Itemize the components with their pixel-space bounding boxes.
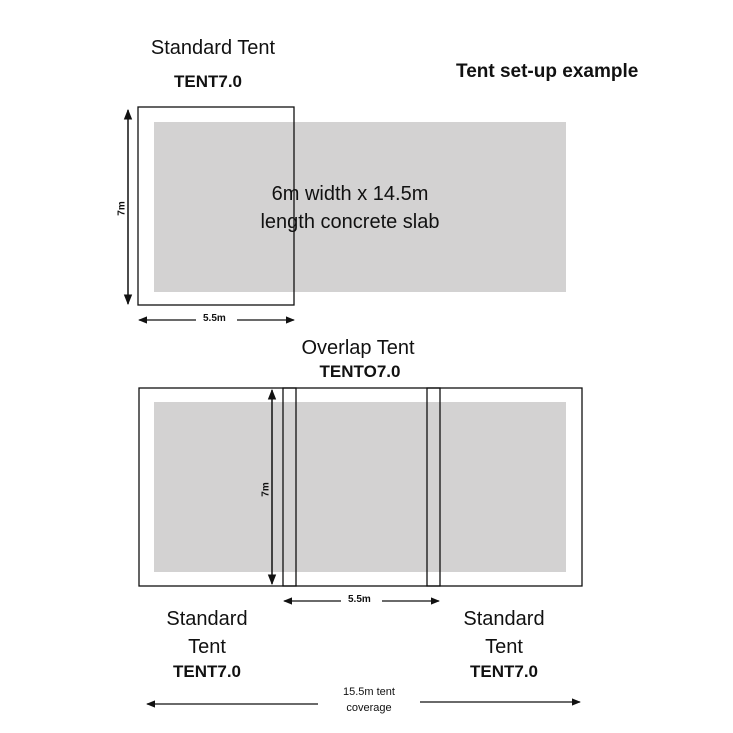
coverage-label [319, 684, 419, 716]
left-tent-line-2: Tent [188, 636, 226, 658]
top-tent-label: Standard Tent [150, 37, 276, 59]
top-tent-code: TENT7.0 [173, 72, 243, 91]
right-tent-line-2: Tent [485, 636, 523, 658]
slab-line-1: 6m width x 14.5m [271, 183, 429, 205]
right-standard-tent-label [439, 605, 569, 661]
left-standard-tent-label [142, 605, 272, 661]
top-height-label: 7m [116, 201, 128, 216]
slab-line-2: length concrete slab [260, 211, 440, 233]
right-tent-line-1: Standard [463, 608, 545, 630]
left-tent-line-1: Standard [166, 608, 248, 630]
left-tent-code: TENT7.0 [172, 662, 242, 681]
top-width-label: 5.5m [203, 313, 226, 324]
bottom-concrete-slab [154, 402, 566, 572]
bottom-width-label: 5.5m [348, 594, 371, 605]
coverage-line-1: 15.5m tent [343, 686, 395, 698]
top-slab-description [230, 180, 470, 236]
diagram-title: Tent set-up example [456, 61, 639, 82]
coverage-line-2: coverage [346, 702, 392, 714]
overlap-tent-code: TENTO7.0 [319, 362, 401, 381]
bottom-height-label: 7m [260, 482, 272, 497]
right-tent-code: TENT7.0 [469, 662, 539, 681]
overlap-tent-label: Overlap Tent [301, 337, 415, 359]
